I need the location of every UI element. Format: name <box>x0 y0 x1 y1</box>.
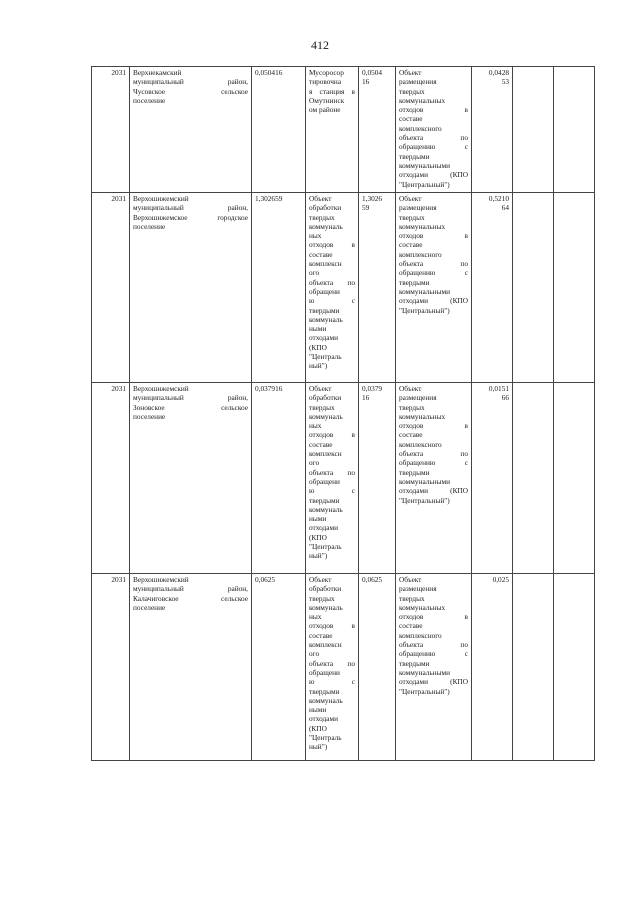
cell-line: коммунальных <box>399 602 446 612</box>
cell-line: ю с <box>309 486 355 496</box>
cell-line: коммунальными <box>399 667 451 677</box>
cell-line: отходами (КПО <box>399 170 468 180</box>
cell-line: отходами <box>309 333 339 343</box>
share-cell: 1,3026 59 <box>359 193 396 383</box>
year-cell: 2031 <box>92 383 130 574</box>
cell-line: коммунальных <box>399 221 446 231</box>
cell-line: ого <box>309 268 320 278</box>
empty-cell <box>554 574 595 761</box>
cell-line: ный") <box>309 742 328 752</box>
cell-line: ных <box>309 612 322 622</box>
target-facility-cell <box>396 193 472 383</box>
cell-line: ными <box>309 324 327 334</box>
empty-cell <box>513 383 554 574</box>
amount-cell: 1,302659 <box>252 193 306 383</box>
cell-line: обращению с <box>399 649 468 659</box>
cell-line: твердых <box>399 86 425 96</box>
municipality-cell <box>130 67 252 193</box>
cell-line: "Централь <box>309 542 342 552</box>
cell-line: составе <box>399 430 423 440</box>
table-row <box>92 574 595 761</box>
cell-line: ю с <box>309 677 355 687</box>
cell-line: отходов в <box>309 430 355 440</box>
cell-line: комплексн <box>309 259 342 269</box>
cell-line: коммуналь <box>309 221 343 231</box>
cell-line: Объект <box>309 575 332 584</box>
cell-line: ю с <box>309 296 355 306</box>
cell-line: ных <box>309 421 322 431</box>
year-cell: 2031 <box>92 574 130 761</box>
cell-line: муниципальный район, <box>133 393 248 403</box>
cell-line: "Централь <box>309 733 342 743</box>
cell-line: я станция в <box>309 86 355 96</box>
cell-line: объекта по <box>399 449 468 459</box>
facility-cell <box>306 574 359 761</box>
cell-line: ный") <box>309 551 328 561</box>
cell-line: "Централь <box>309 352 342 362</box>
cell-line: твердых <box>309 593 335 603</box>
cell-line: (КПО <box>309 342 327 352</box>
year-cell: 2031 <box>92 193 130 383</box>
municipality-cell <box>130 574 252 761</box>
cell-line: муниципальный район, <box>133 203 248 213</box>
cell-line: Мусоросор <box>309 68 344 77</box>
table-row <box>92 383 595 574</box>
municipality-cell <box>130 383 252 574</box>
cell-line: твердых <box>399 593 425 603</box>
cell-line: отходами (КПО <box>399 296 468 306</box>
cell-line: Верхошижемский <box>133 384 189 393</box>
cell-line: коммуналь <box>309 314 343 324</box>
cell-line: Зоновское сельское <box>133 402 248 412</box>
cell-line: Чусовское сельское <box>133 86 248 96</box>
cell-line: твердыми <box>399 277 430 287</box>
cell-line: обработки <box>309 584 342 594</box>
cell-line: ом районе <box>309 105 341 115</box>
cell-line: обращени <box>309 286 340 296</box>
year-cell: 2031 <box>92 67 130 193</box>
cell-line: обработки <box>309 203 342 213</box>
cell-line: обращени <box>309 476 340 486</box>
table-row <box>92 67 595 193</box>
cell-line: комплексн <box>309 640 342 650</box>
empty-cell <box>513 67 554 193</box>
cell-line: размещения <box>399 584 437 594</box>
cell-line: составе <box>309 439 333 449</box>
cell-line: твердыми <box>309 305 340 315</box>
value-cell: 0,0151 66 <box>472 383 513 574</box>
page-number: 412 <box>311 38 329 52</box>
value-cell: 0,5210 64 <box>472 193 513 383</box>
cell-line: коммунальными <box>399 476 451 486</box>
cell-line: коммуналь <box>309 411 343 421</box>
table-row <box>92 193 595 383</box>
cell-line: "Центральный") <box>399 305 450 315</box>
cell-line: объекта по <box>309 467 355 477</box>
cell-line: коммуналь <box>309 695 343 705</box>
cell-line: "Центральный") <box>399 495 450 505</box>
cell-line: объекта по <box>399 133 468 143</box>
cell-line: муниципальный район, <box>133 584 248 594</box>
cell-line: "Центральный") <box>399 179 450 189</box>
cell-line: твердыми <box>399 658 430 668</box>
cell-line: обработки <box>309 393 342 403</box>
cell-line: размещения <box>399 203 437 213</box>
cell-line: отходами <box>309 714 339 724</box>
cell-line: размещения <box>399 393 437 403</box>
empty-cell <box>513 574 554 761</box>
cell-line: тировочна <box>309 77 342 87</box>
amount-cell: 0,0625 <box>252 574 306 761</box>
cell-line: твердых <box>309 212 335 222</box>
cell-line: отходов в <box>399 612 468 622</box>
share-cell: 0,0379 16 <box>359 383 396 574</box>
facility-cell <box>306 193 359 383</box>
cell-line: составе <box>399 621 423 631</box>
target-facility-cell <box>396 67 472 193</box>
cell-line: обращению с <box>399 458 468 468</box>
cell-line: Верхошижемское городское <box>133 212 248 222</box>
cell-line: объекта по <box>399 640 468 650</box>
cell-line: объекта по <box>399 259 468 269</box>
cell-line: коммунальных <box>399 95 446 105</box>
share-cell: 0,0625 <box>359 574 396 761</box>
cell-line: ого <box>309 458 320 468</box>
cell-line: Объект <box>399 384 422 393</box>
cell-line: отходов в <box>399 421 468 431</box>
cell-line: коммунальных <box>399 411 446 421</box>
cell-line: Объект <box>399 68 422 77</box>
cell-line: поселение <box>133 221 166 231</box>
cell-line: ных <box>309 231 322 241</box>
cell-line: Верхнекамский <box>133 68 182 77</box>
cell-line: "Центральный") <box>399 686 450 696</box>
cell-line: коммуналь <box>309 504 343 514</box>
cell-line: обращени <box>309 667 340 677</box>
cell-line: Верхошижемский <box>133 575 189 584</box>
cell-line: ными <box>309 705 327 715</box>
empty-cell <box>554 67 595 193</box>
cell-line: поселение <box>133 95 166 105</box>
cell-line: комплексн <box>309 449 342 459</box>
cell-line: ого <box>309 649 320 659</box>
cell-line: Калачиговское сельское <box>133 593 248 603</box>
cell-line: отходов в <box>399 105 468 115</box>
table-body <box>92 67 595 761</box>
cell-line: муниципальный район, <box>133 77 248 87</box>
cell-line: (КПО <box>309 532 327 542</box>
empty-cell <box>554 383 595 574</box>
cell-line: составе <box>309 630 333 640</box>
cell-line: Объект <box>309 194 332 203</box>
cell-line: (КПО <box>309 723 327 733</box>
cell-line: поселение <box>133 411 166 421</box>
cell-line: коммуналь <box>309 602 343 612</box>
value-cell: 0,025 <box>472 574 513 761</box>
cell-line: твердыми <box>309 495 340 505</box>
cell-line: отходами <box>309 523 339 533</box>
cell-line: Верхошижемский <box>133 194 189 203</box>
cell-line: коммунальными <box>399 160 451 170</box>
cell-line: составе <box>399 240 423 250</box>
cell-line: твердых <box>309 402 335 412</box>
share-cell: 0,0504 16 <box>359 67 396 193</box>
target-facility-cell <box>396 383 472 574</box>
cell-line: коммунальными <box>399 286 451 296</box>
cell-line: обращению с <box>399 142 468 152</box>
cell-line: отходов в <box>309 621 355 631</box>
cell-line: твердыми <box>399 151 430 161</box>
cell-line: Объект <box>309 384 332 393</box>
cell-line: отходов в <box>399 231 468 241</box>
cell-line: Омутнинск <box>309 95 345 105</box>
cell-line: объекта по <box>309 277 355 287</box>
target-facility-cell <box>396 574 472 761</box>
municipality-cell <box>130 193 252 383</box>
value-cell: 0,0428 53 <box>472 67 513 193</box>
amount-cell: 0,050416 <box>252 67 306 193</box>
cell-line: ный") <box>309 361 328 371</box>
cell-line: твердыми <box>309 686 340 696</box>
cell-line: обращению с <box>399 268 468 278</box>
cell-line: комплексного <box>399 249 442 259</box>
cell-line: отходов в <box>309 240 355 250</box>
cell-line: ными <box>309 514 327 524</box>
empty-cell <box>554 193 595 383</box>
cell-line: твердых <box>399 402 425 412</box>
cell-line: отходами (КПО <box>399 677 468 687</box>
amount-cell: 0,037916 <box>252 383 306 574</box>
cell-line: комплексного <box>399 123 442 133</box>
cell-line: поселение <box>133 602 166 612</box>
cell-line: твердых <box>399 212 425 222</box>
empty-cell <box>513 193 554 383</box>
cell-line: размещения <box>399 77 437 87</box>
cell-line: Объект <box>399 194 422 203</box>
cell-line: объекта по <box>309 658 355 668</box>
cell-line: Объект <box>399 575 422 584</box>
cell-line: твердыми <box>399 467 430 477</box>
cell-line: отходами (КПО <box>399 486 468 496</box>
facility-cell <box>306 383 359 574</box>
facility-cell <box>306 67 359 193</box>
cell-line: комплексного <box>399 439 442 449</box>
cell-line: комплексного <box>399 630 442 640</box>
data-table <box>91 66 595 761</box>
cell-line: составе <box>309 249 333 259</box>
cell-line: составе <box>399 114 423 124</box>
